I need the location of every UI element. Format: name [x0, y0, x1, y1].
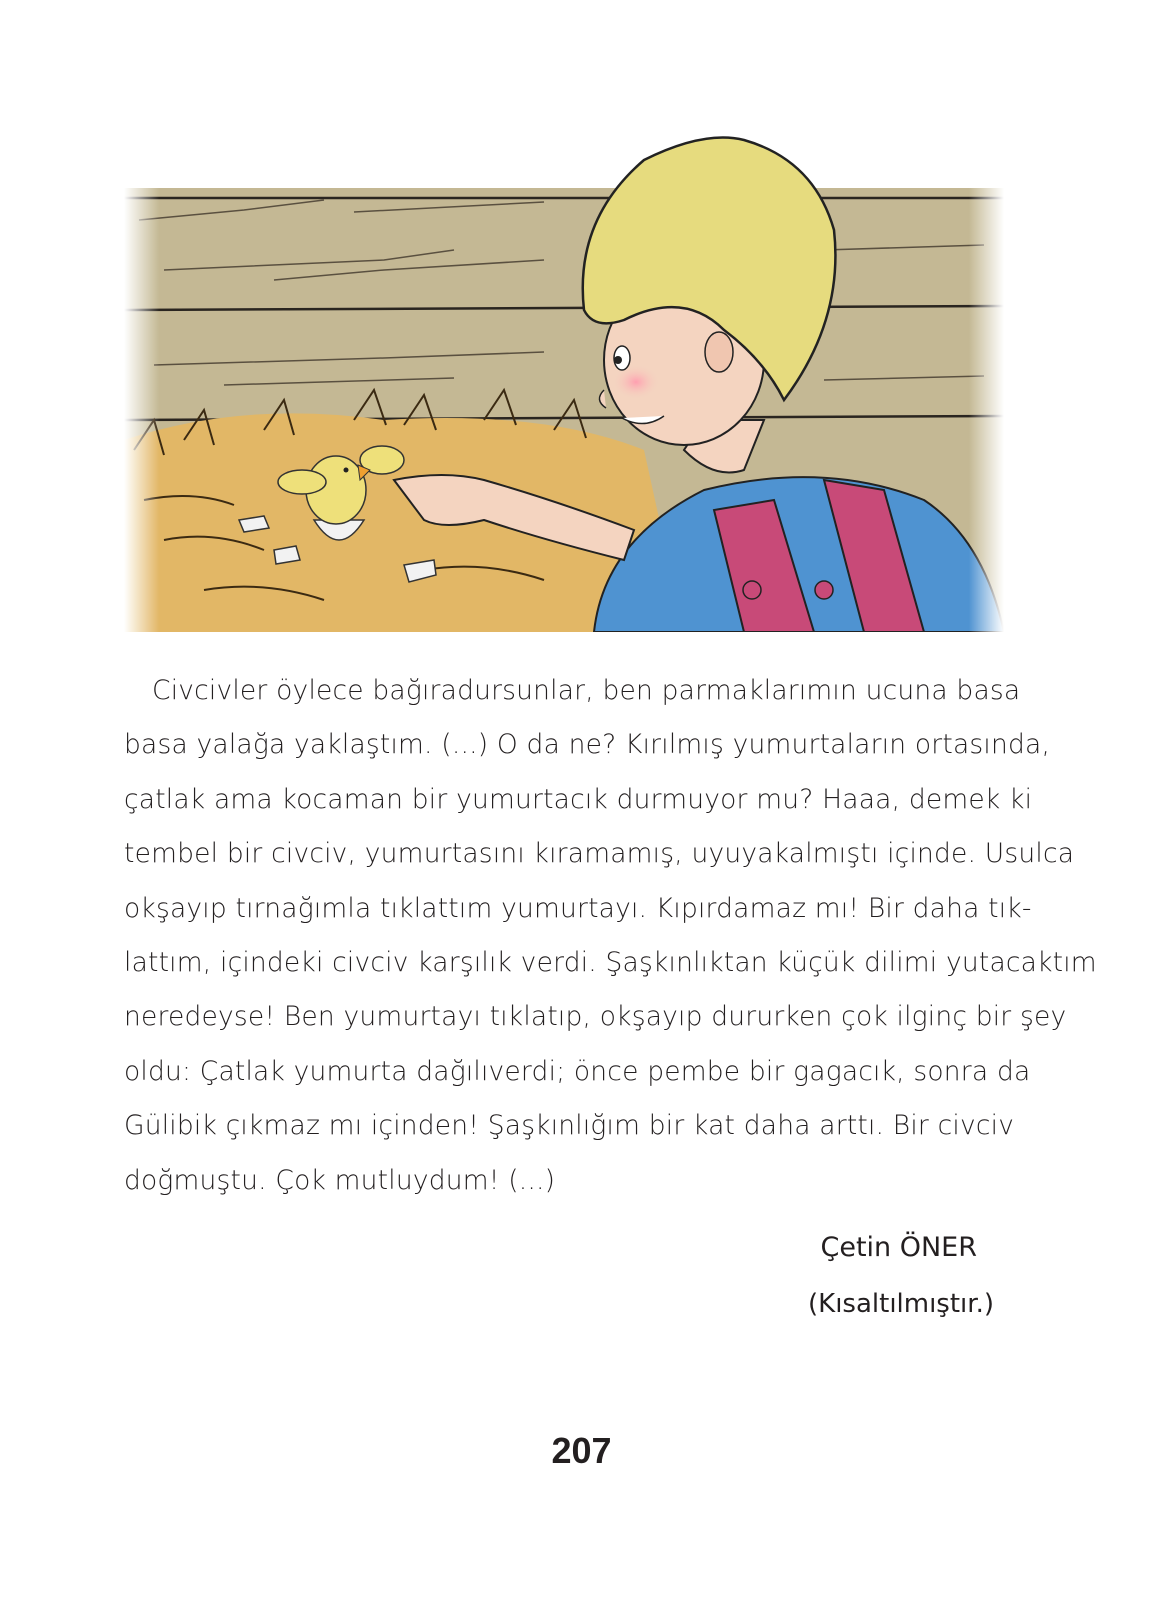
page-number: 207 — [551, 1430, 612, 1471]
story-line: tembel bir civciv, yumurtasını kıramamış, uyuyakalmıştı içinde. Usulca — [124, 838, 1075, 870]
story-text — [124, 664, 1097, 1208]
story-line: oldu: Çatlak yumurta dağılıverdi; önce pembe bir gagacık, sonra da — [124, 1055, 1031, 1087]
story-line: Civcivler öylece bağıradursunlar, ben parmaklarımın ucuna basa — [152, 675, 1021, 706]
story-illustration — [124, 120, 1004, 632]
boy-and-chick-illustration — [124, 120, 1004, 632]
story-line: çatlak ama kocaman bir yumurtacık durmuyor mu? Haaa, demek ki — [124, 783, 1033, 815]
story-line: doğmuştu. Çok mutluydum! (...) — [124, 1164, 556, 1196]
story-line: basa yalağa yaklaştım. (...) O da ne? Kırılmış yumurtaların ortasında, — [124, 729, 1051, 761]
story-line: okşayıp tırnağımla tıklattım yumurtayı. Kıpırdamaz mı! Bir daha tık- — [124, 892, 1032, 924]
story-line: Gülibik çıkmaz mı içinden! Şaşkınlığım bir kat daha arttı. Bir civciv — [124, 1110, 1015, 1142]
abridged-note: (Kısaltılmıştır.) — [808, 1289, 994, 1319]
author-name: Çetin ÖNER — [820, 1232, 977, 1263]
story-line: neredeyse! Ben yumurtayı tıklatıp, okşayıp dururken çok ilginç bir şey — [124, 1001, 1067, 1033]
story-line: lattım, içindeki civciv karşılık verdi. Şaşkınlıktan küçük dilimi yutacaktım — [124, 947, 1097, 979]
